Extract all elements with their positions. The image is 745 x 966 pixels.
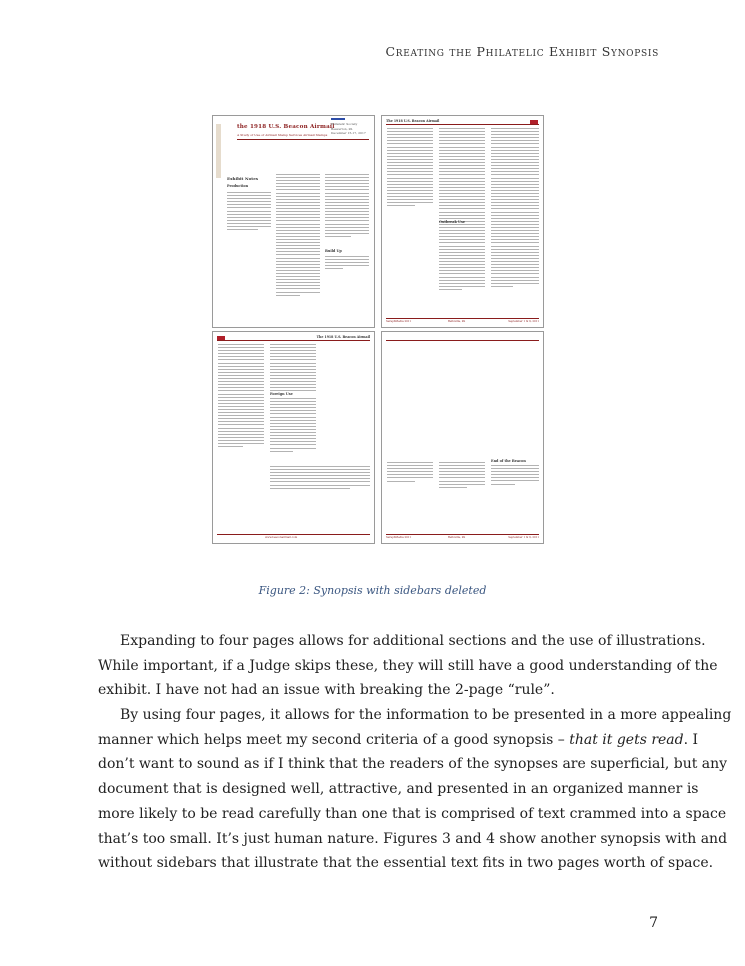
text-column — [270, 398, 316, 454]
paragraph-line: exhibit. I have not had an issue with breaking the 2-page “rule”. — [98, 682, 555, 699]
page-header: The 1918 U.S. Beacon Airmail — [386, 119, 440, 123]
header-rule — [386, 340, 539, 341]
paragraph-line: don’t want to sound as if I think that the readers of the synopses are superficial, but any — [98, 756, 728, 773]
text-column — [270, 466, 370, 491]
body-paragraph-1 — [98, 629, 718, 703]
paragraph-line: document that is designed well, attractive, and presented in an organized manner is — [98, 781, 699, 798]
synopsis-page-2-thumbnail — [381, 115, 544, 328]
text-column — [491, 465, 539, 487]
footer-text: SeraphMedia 2011 — [386, 320, 412, 323]
running-header — [386, 44, 659, 59]
footer-text: www.beaconairmail.com — [265, 536, 298, 539]
paragraph-line-text: manner which helps meet my second criteria of a good synopsis – — [98, 731, 570, 748]
body-paragraph-2 — [98, 703, 732, 876]
vertical-title-strip — [216, 124, 221, 178]
meta-line: Beaverton, PA — [331, 126, 353, 131]
header-rule — [386, 124, 539, 125]
text-column — [325, 256, 369, 271]
page-number: 7 — [649, 915, 658, 931]
figure-caption: Figure 2: Synopsis with sidebars deleted — [258, 584, 487, 597]
synopsis-figure — [212, 115, 544, 545]
synopsis-page-3-thumbnail — [212, 331, 375, 544]
synopsis-page-1-thumbnail — [212, 115, 375, 328]
section-heading: End of the Beacon — [491, 459, 526, 463]
tag-bar — [331, 118, 345, 120]
section-heading: Foreign Use — [270, 392, 293, 396]
text-column — [439, 462, 485, 490]
page-header: The 1918 U.S. Beacon Airmail — [316, 335, 370, 339]
meta-line: Philatelic Society — [331, 122, 358, 126]
emphasis-text: that it gets read — [569, 731, 684, 748]
section-heading: Production — [227, 184, 249, 188]
footer-text: September 1 & 9, 2011 — [508, 536, 539, 539]
meta-line: December 15-17, 2017 — [331, 131, 366, 135]
text-column — [325, 174, 369, 239]
section-heading: Exhibit Notes — [227, 176, 259, 181]
footer-text: September 1 & 9, 2011 — [508, 320, 539, 323]
header-rule — [217, 340, 370, 341]
paragraph-line — [98, 728, 699, 753]
synopsis-page-4-thumbnail — [381, 331, 544, 544]
text-column — [387, 462, 433, 484]
paragraph-line: more likely to be read carefully than one that is comprised of text crammed into a space — [98, 805, 727, 822]
synopsis-meta — [331, 122, 366, 136]
text-column — [491, 128, 539, 289]
text-column — [218, 344, 264, 449]
footer-text: Beltsville, PA — [448, 536, 466, 539]
synopsis-title: the 1918 U.S. Beacon Airmail — [237, 124, 335, 130]
footer-rule — [386, 534, 539, 535]
paragraph-line: While important, if a Judge skips these, they will still have a good understanding of the — [98, 657, 718, 674]
text-column — [276, 174, 320, 298]
running-header-text: Creating the Philatelic Exhibit Synopsis — [385, 44, 659, 59]
footer-rule — [386, 318, 539, 319]
section-heading: Build Up — [325, 249, 342, 253]
footer-rule — [217, 534, 370, 535]
paragraph-line: By using four pages, it allows for the information to be presented in a more appealing — [120, 707, 732, 723]
footer-text: SeraphMedia 2011 — [386, 536, 412, 539]
synopsis-subtitle: A Study of Use of Airmail Stamp Services Airmail Stamps — [237, 133, 328, 137]
text-column — [227, 192, 271, 232]
emphasis-tail: . I — [683, 731, 699, 748]
paragraph-line: without sidebars that illustrate that the essential text fits in two pages worth of space. — [98, 855, 714, 872]
footer-text: Beltsville, PA — [448, 320, 466, 323]
paragraph-line: Expanding to four pages allows for additional sections and the use of illustrations. — [120, 633, 706, 649]
title-rule — [237, 139, 369, 140]
text-column — [439, 128, 485, 292]
text-column — [387, 128, 433, 208]
section-heading: Outbreak Use — [439, 220, 466, 224]
paragraph-line: that’s too small. It’s just human nature. Figures 3 and 4 show another synopsis with and — [98, 830, 728, 847]
text-column — [270, 344, 316, 394]
